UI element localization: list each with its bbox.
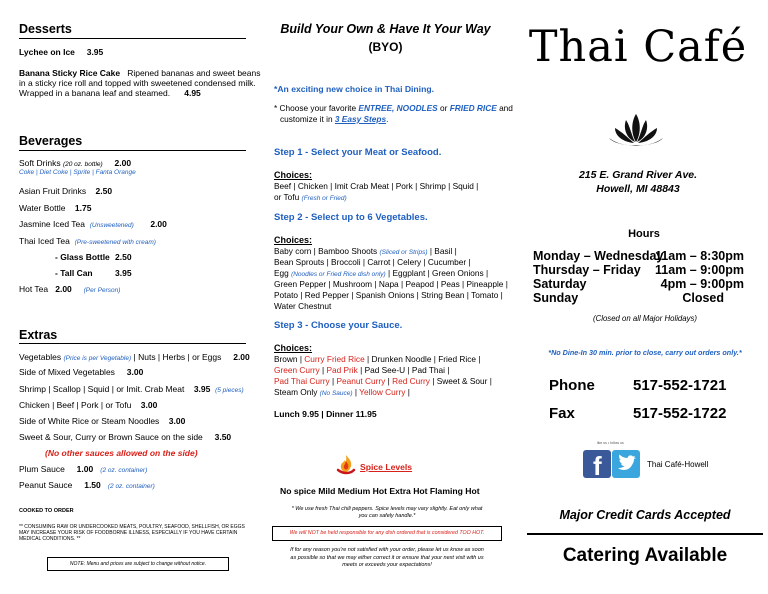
extras-rule <box>19 343 246 344</box>
credit-cards-note: Major Credit Cards Accepted <box>559 508 731 522</box>
extras-title: Extras <box>19 328 58 342</box>
menu-item-hot-tea: Hot Tea 2.00 (Per Person) <box>19 284 121 294</box>
item-name: Banana Sticky Rice Cake <box>19 68 121 78</box>
menu-item-peanut: Peanut Sauce 1.50 (2 oz. container) <box>19 480 155 490</box>
menu-item-vegetables: Vegetables (Price is per Vegetable) | Nuts | Herbs | or Eggs 2.00 <box>19 352 250 362</box>
step-2-line1: Baby corn | Bamboo Shoots (Sliced or Strips) | Basil | <box>274 246 457 256</box>
spice-levels-title: Spice Levels <box>360 462 413 472</box>
step-2-line6: Water Chestnut <box>274 301 332 311</box>
responsibility-box <box>272 526 502 541</box>
step-3-line3: Pad Thai Curry | Peanut Curry | Red Curry | Sweet & Sour | <box>274 376 492 386</box>
soft-drink-options: Coke | Diet Coke | Sprite | Fanta Orange <box>19 169 136 176</box>
social-caption: like us • follow us <box>597 441 624 445</box>
banana-desc-line3: Wrapped in a banana leaf and steamed. 4.95 <box>19 88 201 98</box>
byo-title: Build Your Own & Have It Your Way <box>280 22 491 36</box>
menu-item-lychee <box>19 47 103 57</box>
step-2-choices-label: Choices: <box>274 235 313 245</box>
restaurant-logo-name: Thai Café <box>528 22 748 72</box>
step-1-heading: Step 1 - Select your Meat or Seafood. <box>274 147 442 158</box>
menu-item-asian-fruit: Asian Fruit Drinks 2.50 <box>19 186 113 196</box>
facebook-f-glyph: f <box>593 451 602 481</box>
menu-item-mixed-veg: Side of Mixed Vegetables 3.00 <box>19 367 144 377</box>
step-2-heading: Step 2 - Select up to 6 Vegetables. <box>274 212 428 223</box>
step-3-line1: Brown | Curry Fried Rice | Drunken Noodle | Fried Rice | <box>274 354 481 364</box>
beverages-title: Beverages <box>19 134 83 148</box>
item-price: 3.95 <box>86 47 104 57</box>
phone-label: Phone <box>549 377 595 394</box>
banana-desc-line2: in a sticky rice roll and topped with sweetened condensed milk. <box>19 78 256 88</box>
menu-item-sauce-side: Sweet & Sour, Curry or Brown Sauce on the side 3.50 <box>19 432 232 442</box>
social-handle[interactable]: Thai Café-Howell <box>647 460 709 469</box>
item-desc: Ripened bananas and sweet beans <box>127 68 261 78</box>
desserts-title: Desserts <box>19 22 72 36</box>
byo-subtitle: (BYO) <box>368 40 403 54</box>
item-name: Lychee on Ice <box>19 47 75 57</box>
menu-item-shrimp: Shrimp | Scallop | Squid | or Imit. Crab Meat 3.95 (5 pieces) <box>19 384 244 394</box>
hours-day-0: Monday – Wednesday <box>533 249 664 263</box>
address-line1: 215 E. Grand River Ave. <box>578 169 698 181</box>
holidays-note: (Closed on all Major Holidays) <box>593 314 697 323</box>
menu-item-tall-can: - Tall Can <box>55 268 93 278</box>
hours-time-1: 11am – 9:00pm <box>655 263 744 277</box>
step-3-line4: Steam Only (No Sauce) | Yellow Curry | <box>274 387 410 397</box>
item-price: 4.95 <box>184 88 201 98</box>
tall-price: 3.95 <box>115 268 132 278</box>
menu-item-jasmine: Jasmine Iced Tea (Unsweetened) 2.00 <box>19 219 167 229</box>
step-2-line2: Bean Sprouts | Broccoli | Carrot | Celery | Cucumber | <box>274 257 471 267</box>
menu-item-banana <box>19 68 260 78</box>
byo-choose-line2: customize it in 3 Easy Steps. <box>280 114 389 124</box>
dine-in-note: *No Dine-In 30 min. prior to close, carry out orders only.* <box>548 348 742 357</box>
raw-warning: ** CONSUMING RAW OR UNDERCOOKED MEATS, POULTRY, SEAFOOD, SHELLFISH, OR EGGS MAY INCREASE YOUR RISK OF FOODBORNE ILLNESS, ESPECIALLY IF YOU HAVE CERTAIN MEDICAL CONDITIONS. ** <box>19 524 245 542</box>
satisfaction-note: If for any reason you're not satisfied with your order, please let us know as soon as possible so that we may either correct it or ensure that your next visit with us meets or exceeds your expectations! <box>290 547 484 568</box>
step-1-line2: or Tofu (Fresh or Fried) <box>274 192 347 202</box>
hours-day-1: Thursday – Friday <box>533 263 641 277</box>
step-1-line1: Beef | Chicken | Imit Crab Meat | Pork | Shrimp | Squid | <box>274 181 479 191</box>
cooked-to-order: COOKED TO ORDER <box>19 508 74 514</box>
desserts-rule <box>19 38 246 39</box>
address-line2: Howell, MI 48843 <box>596 183 680 195</box>
menu-item-soft-drinks: Soft Drinks (20 oz. bottle) 2.00 <box>19 158 132 168</box>
catering-rule <box>527 533 763 535</box>
menu-item-water: Water Bottle 1.75 <box>19 203 92 213</box>
responsibility-note: We will NOT be held responsible for any dish ordered that is considered TOO HOT. <box>289 530 485 536</box>
facebook-icon[interactable] <box>583 450 611 481</box>
hours-title: Hours <box>628 228 660 240</box>
fax-label: Fax <box>549 405 575 422</box>
step-1-choices-label: Choices: <box>274 170 313 180</box>
menu-item-rice: Side of White Rice or Steam Noodles 3.00 <box>19 416 186 426</box>
fresh-peppers-note: * We use fresh Thai chili peppers. Spice levels may vary slightly. Eat only what you can safely handle.* <box>291 506 483 519</box>
byo-exciting: *An exciting new choice in Thai Dining. <box>274 84 434 94</box>
byo-choose-line1: * Choose your favorite ENTREE, NOODLES or FRIED RICE and <box>274 103 513 113</box>
step-3-line2: Green Curry | Pad Prik | Pad See-U | Pad Thai | <box>274 365 450 375</box>
menu-item-glass-bottle: - Glass Bottle <box>55 252 110 262</box>
hours-day-3: Sunday <box>533 291 579 305</box>
twitter-icon[interactable] <box>612 450 640 478</box>
hours-day-2: Saturday <box>533 277 587 291</box>
hours-time-2: 4pm – 9:00pm <box>660 277 744 291</box>
step-2-line4: Green Pepper | Mushroom | Napa | Peapod | Peas | Pineapple | <box>274 279 508 289</box>
beverages-rule <box>19 150 246 151</box>
sauce-note: (No other sauces allowed on the side) <box>45 448 198 458</box>
catering-available: Catering Available <box>562 545 728 566</box>
fax-number: 517-552-1722 <box>633 405 727 422</box>
step-3-choices-label: Choices: <box>274 343 313 353</box>
hours-time-0: 11am – 8:30pm <box>655 249 744 263</box>
byo-prices: Lunch 9.95 | Dinner 11.95 <box>274 409 377 419</box>
step-3-heading: Step 3 - Choose your Sauce. <box>274 320 403 331</box>
menu-item-thai-tea: Thai Iced Tea (Pre-sweetened with cream) <box>19 236 156 246</box>
spice-levels-list: No spice Mild Medium Hot Extra Hot Flaming Hot <box>280 486 480 496</box>
step-2-line5: Potato | Red Pepper | Spanish Onions | String Bean | Tomato | <box>274 290 503 300</box>
price-note: NOTE: Menu and prices are subject to change without notice. <box>69 561 207 567</box>
price-note-box <box>47 557 229 571</box>
hours-time-3: Closed <box>682 291 724 305</box>
chili-flame-icon <box>335 453 357 480</box>
step-2-line3: Egg (Noodles or Fried Rice dish only) | Eggplant | Green Onions | <box>274 268 489 278</box>
menu-item-chicken: Chicken | Beef | Pork | or Tofu 3.00 <box>19 400 158 410</box>
menu-item-plum: Plum Sauce 1.00 (2 oz. container) <box>19 464 148 474</box>
lotus-icon <box>607 110 665 157</box>
glass-price: 2.50 <box>115 252 132 262</box>
phone-number[interactable]: 517-552-1721 <box>633 377 727 394</box>
